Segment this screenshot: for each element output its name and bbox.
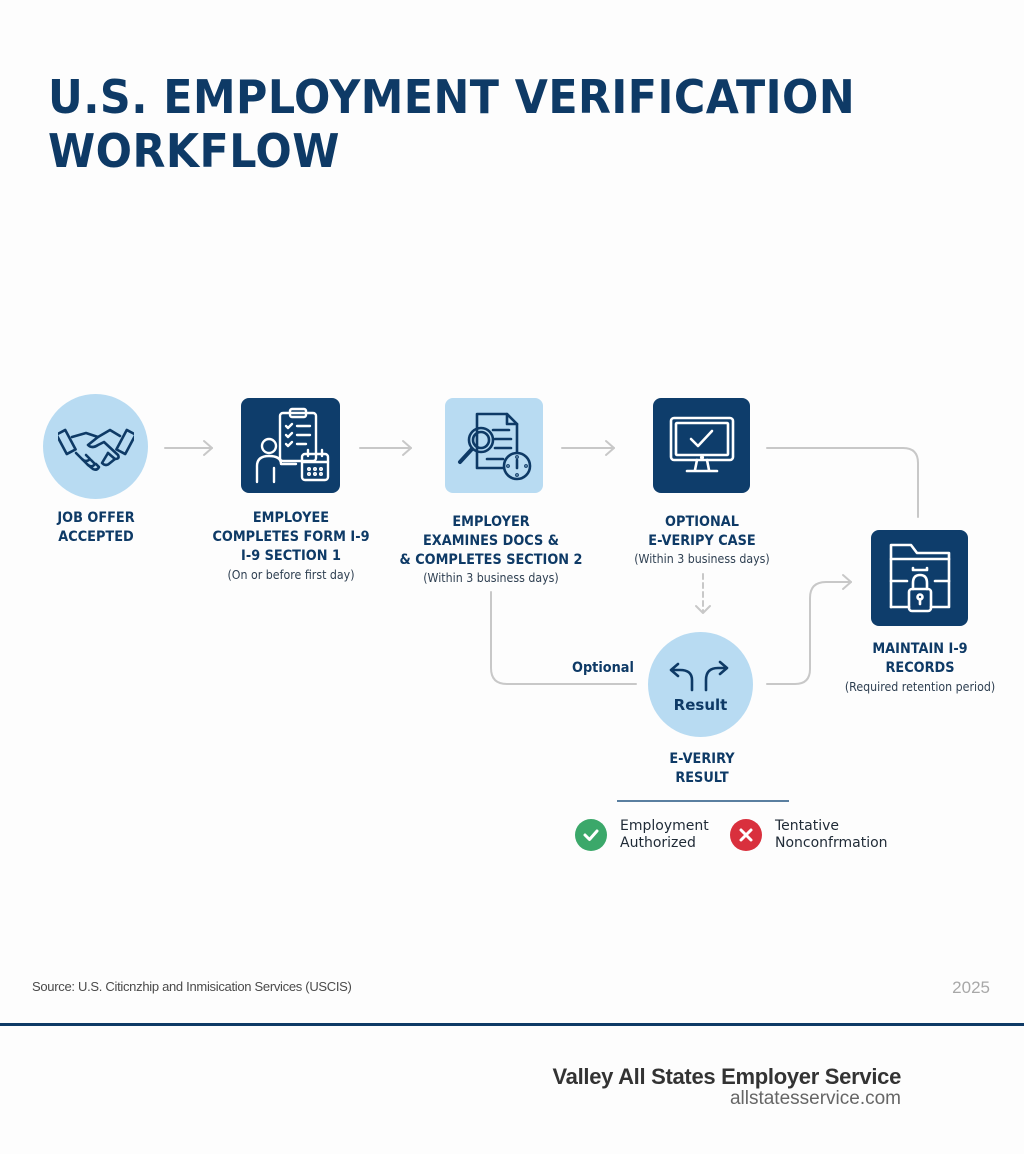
step-everify-case-label xyxy=(617,513,786,551)
label-line: MAINTAIN I-9 xyxy=(872,641,968,657)
step-employer-section2-label xyxy=(399,513,583,570)
legend-line-text: Employment xyxy=(620,818,709,834)
label-line: EMPLOYEE xyxy=(252,510,330,526)
year-label: 2025 xyxy=(952,978,990,997)
step-employee-section1-icon-container xyxy=(241,398,340,493)
line-result-to-records xyxy=(767,582,851,684)
step-employee-section1-timing: (On or before first day) xyxy=(227,568,355,582)
legend-text xyxy=(620,818,709,852)
step-maintain-records-icon-container xyxy=(871,530,968,626)
footer-divider xyxy=(0,1023,1024,1026)
label-line: EXAMINES DOCS & xyxy=(423,533,559,549)
source-citation: Source: U.S. Citicnzhip and Inmisication Services (USCIS) xyxy=(32,979,352,994)
person-checklist-calendar-icon xyxy=(250,406,332,486)
split-arrows-icon xyxy=(668,660,732,692)
handshake-icon xyxy=(58,417,134,477)
label-line: OPTIONAL xyxy=(665,514,739,530)
arrow-step3-to-step4 xyxy=(562,441,614,455)
document-magnifier-clock-icon xyxy=(453,406,535,486)
brand-url[interactable]: allstatesservice.com xyxy=(729,1088,901,1109)
step-employer-section2-icon-container xyxy=(445,398,543,493)
step-employer-section2-timing: (Within 3 business days) xyxy=(423,571,559,585)
page-title xyxy=(48,70,866,178)
label-line: I-9 SECTION 1 xyxy=(241,548,341,564)
label-line: & COMPLETES SECTION 2 xyxy=(399,552,583,568)
title-line-1: U.S. EMPLOYMENT VERIFICATION xyxy=(48,70,856,124)
arrow-step2-to-step3 xyxy=(360,441,411,455)
check-circle-icon xyxy=(575,819,607,851)
result-inner-text: Result xyxy=(673,696,728,714)
step-everify-case-icon-container xyxy=(653,398,750,493)
x-circle-icon xyxy=(730,819,762,851)
label-line: RESULT xyxy=(675,770,729,786)
brand-name: Valley All States Employer Service xyxy=(552,1064,901,1089)
label-line: RECORDS xyxy=(885,660,955,676)
label-line: E-VERIPY CASE xyxy=(648,533,756,549)
label-line: JOB OFFER xyxy=(57,510,135,526)
legend-divider xyxy=(617,800,789,802)
brand-block xyxy=(552,1064,901,1110)
monitor-check-icon xyxy=(667,414,737,478)
label-line: EMPLOYER xyxy=(452,514,530,530)
optional-path-label: Optional xyxy=(572,660,634,676)
result-node-container xyxy=(648,632,753,737)
arrow-step1-to-step2 xyxy=(165,441,212,455)
legend-text xyxy=(775,818,888,852)
line-step4-to-records xyxy=(767,448,918,517)
legend-employment-authorized xyxy=(575,818,709,852)
legend-line-text: Nonconfrmation xyxy=(775,835,888,851)
legend-line-text: Authorized xyxy=(620,835,696,851)
step-job-offer-icon-container xyxy=(43,394,148,499)
label-line: E-VERIRY xyxy=(669,751,735,767)
step-maintain-records-timing: (Required retention period) xyxy=(844,680,996,694)
result-node-label xyxy=(627,750,778,788)
title-line-2: WORKFLOW xyxy=(48,124,340,178)
legend-tentative-nonconfirmation xyxy=(730,818,888,852)
step-job-offer-label xyxy=(26,509,166,547)
legend-line-text: Tentative xyxy=(775,818,840,834)
label-line: ACCEPTED xyxy=(58,529,134,545)
step-everify-case-timing: (Within 3 business days) xyxy=(634,552,770,566)
folder-lock-icon xyxy=(885,539,955,617)
step-employee-section1-label xyxy=(207,509,374,566)
step-maintain-records-label xyxy=(845,640,996,678)
label-line: COMPLETES FORM I-9 xyxy=(212,529,370,545)
